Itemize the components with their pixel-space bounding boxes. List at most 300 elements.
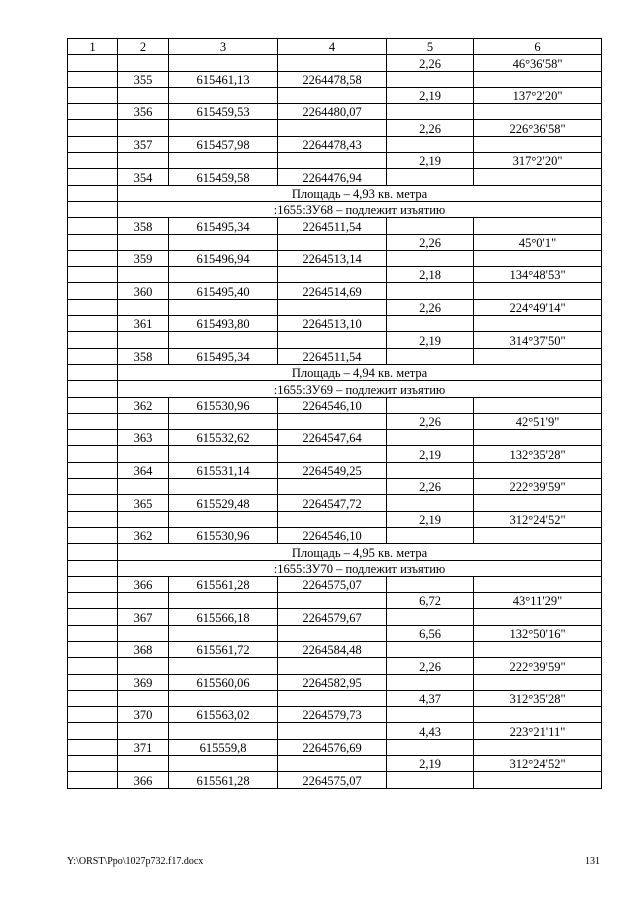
measure-row <box>68 723 602 739</box>
point-row <box>68 316 602 332</box>
section-row <box>68 201 602 217</box>
table-cell <box>118 723 169 739</box>
table-cell <box>68 332 118 348</box>
table-cell <box>278 511 387 527</box>
header-row <box>68 39 602 55</box>
table-cell: 45°0'1" <box>474 234 602 250</box>
section-row <box>68 185 602 201</box>
table-cell: 2264478,58 <box>278 71 387 87</box>
table-cell <box>169 479 278 495</box>
table-cell <box>118 87 169 103</box>
table-cell <box>169 446 278 462</box>
table-cell: 360 <box>118 283 169 299</box>
table-cell: 615459,58 <box>169 169 278 185</box>
table-cell <box>118 120 169 136</box>
table-cell: 615530,96 <box>169 527 278 543</box>
table-cell: 2264547,72 <box>278 495 387 511</box>
table-cell: 132°50'16" <box>474 625 602 641</box>
table-cell: 46°36'58" <box>474 55 602 71</box>
point-row <box>68 641 602 657</box>
table-cell: 615493,80 <box>169 316 278 332</box>
point-row <box>68 397 602 413</box>
table-cell <box>474 739 602 755</box>
table-cell: 314°37'50" <box>474 332 602 348</box>
table-cell: 615530,96 <box>169 397 278 413</box>
measure-row <box>68 658 602 674</box>
section-label: :1655:ЗУ69 – подлежит изъятию <box>118 381 602 397</box>
table-cell <box>278 153 387 169</box>
measure-row <box>68 120 602 136</box>
table-cell <box>169 87 278 103</box>
table-cell: 2264575,07 <box>278 576 387 592</box>
table-cell <box>68 316 118 332</box>
table-cell: 2264546,10 <box>278 397 387 413</box>
table-cell <box>387 462 474 478</box>
table-cell <box>68 658 118 674</box>
measure-row <box>68 267 602 283</box>
header-cell-1: 1 <box>68 39 118 55</box>
table-cell <box>474 348 602 364</box>
table-cell: 222°39'59" <box>474 479 602 495</box>
table-cell <box>278 234 387 250</box>
table-cell: 2,26 <box>387 658 474 674</box>
point-row <box>68 609 602 625</box>
table-cell <box>387 527 474 543</box>
table-cell <box>387 641 474 657</box>
footer-file-path: Y:\ORST\Ppo\1027p732.f17.docx <box>67 856 204 867</box>
table-cell <box>118 625 169 641</box>
table-cell: 367 <box>118 609 169 625</box>
table-cell <box>68 413 118 429</box>
table-cell <box>118 153 169 169</box>
table-cell: 368 <box>118 641 169 657</box>
table-cell: 2264513,14 <box>278 250 387 266</box>
table-cell <box>474 462 602 478</box>
measure-row <box>68 413 602 429</box>
table-cell <box>474 576 602 592</box>
table-cell <box>169 723 278 739</box>
table-cell <box>278 593 387 609</box>
table-cell <box>68 707 118 723</box>
table-cell <box>387 576 474 592</box>
section-label: Площадь – 4,95 кв. метра <box>118 544 602 560</box>
table-cell <box>474 609 602 625</box>
header-cell-2: 2 <box>118 39 169 55</box>
table-cell <box>118 332 169 348</box>
section-row <box>68 560 602 576</box>
table-cell <box>474 707 602 723</box>
point-row <box>68 218 602 234</box>
table-cell <box>278 690 387 706</box>
measure-row <box>68 299 602 315</box>
table-cell: 615495,34 <box>169 348 278 364</box>
measure-row <box>68 756 602 772</box>
table-cell <box>68 560 118 576</box>
table-cell <box>387 739 474 755</box>
table-cell: 615566,18 <box>169 609 278 625</box>
point-row <box>68 527 602 543</box>
table-cell: 6,56 <box>387 625 474 641</box>
table-cell <box>68 641 118 657</box>
table-cell <box>68 479 118 495</box>
table-cell <box>474 316 602 332</box>
table-cell: 2264582,95 <box>278 674 387 690</box>
section-label: Площадь – 4,93 кв. метра <box>118 185 602 201</box>
table-cell <box>68 169 118 185</box>
table-cell <box>68 136 118 152</box>
header-cell-6: 6 <box>474 39 602 55</box>
table-cell <box>118 55 169 71</box>
table-cell <box>68 87 118 103</box>
point-row <box>68 462 602 478</box>
table-cell: 2264579,73 <box>278 707 387 723</box>
measure-row <box>68 153 602 169</box>
table-cell <box>68 364 118 380</box>
table-cell <box>68 55 118 71</box>
table-cell: 615461,13 <box>169 71 278 87</box>
table-cell: 132°35'28" <box>474 446 602 462</box>
table-cell: 2264511,54 <box>278 218 387 234</box>
table-cell <box>474 136 602 152</box>
table-cell <box>278 625 387 641</box>
table-cell <box>68 201 118 217</box>
table-cell <box>68 381 118 397</box>
table-cell <box>387 104 474 120</box>
table-cell <box>169 55 278 71</box>
table-cell: 2264511,54 <box>278 348 387 364</box>
table-cell <box>474 430 602 446</box>
table-cell: 371 <box>118 739 169 755</box>
table-cell <box>474 397 602 413</box>
table-cell: 223°21'11" <box>474 723 602 739</box>
table-cell <box>68 462 118 478</box>
table-cell: 369 <box>118 674 169 690</box>
table-cell <box>68 739 118 755</box>
table-cell <box>68 625 118 641</box>
table-cell <box>278 413 387 429</box>
table-cell <box>474 641 602 657</box>
table-cell: 2,19 <box>387 446 474 462</box>
table-cell <box>169 511 278 527</box>
table-cell <box>118 593 169 609</box>
table-cell: 2,26 <box>387 55 474 71</box>
table-cell: 312°24'52" <box>474 756 602 772</box>
table-cell <box>68 348 118 364</box>
table-cell: 137°2'20" <box>474 87 602 103</box>
table-cell: 2,19 <box>387 332 474 348</box>
table-cell: 2,26 <box>387 413 474 429</box>
table-cell: 615459,53 <box>169 104 278 120</box>
table-cell <box>68 283 118 299</box>
table-cell: 615560,06 <box>169 674 278 690</box>
table-cell: 312°24'52" <box>474 511 602 527</box>
table-cell <box>169 625 278 641</box>
table-cell <box>68 609 118 625</box>
table-cell <box>387 707 474 723</box>
table-cell <box>169 267 278 283</box>
measure-row <box>68 55 602 71</box>
table-cell: 6,72 <box>387 593 474 609</box>
table-cell: 615559,8 <box>169 739 278 755</box>
table-cell <box>68 267 118 283</box>
table-cell <box>68 674 118 690</box>
table-cell: 355 <box>118 71 169 87</box>
table-cell <box>387 283 474 299</box>
table-cell <box>169 299 278 315</box>
point-row <box>68 576 602 592</box>
table-cell: 358 <box>118 218 169 234</box>
footer-page-number: 131 <box>585 856 600 867</box>
table-cell <box>68 120 118 136</box>
table-cell <box>387 250 474 266</box>
table-cell <box>387 609 474 625</box>
table-cell: 2,18 <box>387 267 474 283</box>
table-cell: 361 <box>118 316 169 332</box>
table-cell: 226°36'58" <box>474 120 602 136</box>
table-cell <box>68 527 118 543</box>
table-cell <box>118 413 169 429</box>
table-cell <box>387 397 474 413</box>
table-cell: 43°11'29" <box>474 593 602 609</box>
table-cell: 2264584,48 <box>278 641 387 657</box>
table-cell <box>387 218 474 234</box>
table-cell <box>68 234 118 250</box>
table-cell <box>118 479 169 495</box>
table-cell: 222°39'59" <box>474 658 602 674</box>
table-cell: 2264480,07 <box>278 104 387 120</box>
table-cell: 312°35'28" <box>474 690 602 706</box>
table-cell <box>68 299 118 315</box>
table-cell: 2,19 <box>387 511 474 527</box>
table-cell: 2264576,69 <box>278 739 387 755</box>
table-cell: 359 <box>118 250 169 266</box>
table-cell <box>387 71 474 87</box>
header-cell-4: 4 <box>278 39 387 55</box>
header-cell-3: 3 <box>169 39 278 55</box>
table-cell <box>68 756 118 772</box>
point-row <box>68 674 602 690</box>
measure-row <box>68 234 602 250</box>
table-cell: 615457,98 <box>169 136 278 152</box>
table-cell <box>118 756 169 772</box>
point-row <box>68 283 602 299</box>
table-cell <box>169 332 278 348</box>
point-row <box>68 136 602 152</box>
table-cell <box>68 772 118 788</box>
table-cell <box>118 234 169 250</box>
point-row <box>68 430 602 446</box>
table-cell <box>474 218 602 234</box>
table-cell: 358 <box>118 348 169 364</box>
measure-row <box>68 593 602 609</box>
table-cell: 615561,28 <box>169 576 278 592</box>
table-cell <box>68 576 118 592</box>
table-cell <box>474 674 602 690</box>
table-cell: 2264478,43 <box>278 136 387 152</box>
table-cell: 2,26 <box>387 479 474 495</box>
table-cell <box>169 658 278 674</box>
point-row <box>68 104 602 120</box>
table-cell <box>68 185 118 201</box>
table-cell <box>68 495 118 511</box>
point-row <box>68 707 602 723</box>
header-cell-5: 5 <box>387 39 474 55</box>
table-cell <box>68 723 118 739</box>
table-cell <box>68 446 118 462</box>
table-cell <box>387 136 474 152</box>
table-cell <box>278 332 387 348</box>
table-cell: 365 <box>118 495 169 511</box>
table-cell: 364 <box>118 462 169 478</box>
table-cell <box>278 299 387 315</box>
table-cell <box>169 756 278 772</box>
section-row <box>68 544 602 560</box>
table-cell <box>474 169 602 185</box>
section-row <box>68 364 602 380</box>
table-cell: 2264579,67 <box>278 609 387 625</box>
table-cell: 2264547,64 <box>278 430 387 446</box>
table-cell: 2,26 <box>387 234 474 250</box>
table-cell <box>278 756 387 772</box>
table-cell <box>169 690 278 706</box>
measure-row <box>68 511 602 527</box>
table-cell <box>278 87 387 103</box>
table-cell <box>169 153 278 169</box>
table-cell: 363 <box>118 430 169 446</box>
table-cell: 366 <box>118 576 169 592</box>
table-cell <box>118 690 169 706</box>
table-cell: 2,19 <box>387 87 474 103</box>
table-cell <box>387 772 474 788</box>
table-cell: 224°49'14" <box>474 299 602 315</box>
table-cell <box>118 511 169 527</box>
table-cell <box>387 316 474 332</box>
table-cell: 2,19 <box>387 153 474 169</box>
table-cell <box>169 234 278 250</box>
point-row <box>68 348 602 364</box>
table-cell: 356 <box>118 104 169 120</box>
table-cell: 4,37 <box>387 690 474 706</box>
table-cell: 615495,34 <box>169 218 278 234</box>
table-cell: 362 <box>118 527 169 543</box>
section-row <box>68 381 602 397</box>
table-cell <box>474 71 602 87</box>
table-cell: 2264546,10 <box>278 527 387 543</box>
table-cell <box>68 153 118 169</box>
table-cell: 615561,28 <box>169 772 278 788</box>
measure-row <box>68 625 602 641</box>
point-row <box>68 250 602 266</box>
table-cell: 615563,02 <box>169 707 278 723</box>
measure-row <box>68 690 602 706</box>
table-cell <box>387 348 474 364</box>
section-label: :1655:ЗУ70 – подлежит изъятию <box>118 560 602 576</box>
section-label: :1655:ЗУ68 – подлежит изъятию <box>118 201 602 217</box>
table-cell <box>118 446 169 462</box>
table-cell <box>387 674 474 690</box>
table-cell <box>278 267 387 283</box>
table-cell <box>278 120 387 136</box>
measure-row <box>68 332 602 348</box>
table-cell <box>278 723 387 739</box>
table-cell <box>474 250 602 266</box>
table-cell: 615561,72 <box>169 641 278 657</box>
table-cell <box>68 71 118 87</box>
point-row <box>68 739 602 755</box>
measure-row <box>68 87 602 103</box>
table-cell <box>68 218 118 234</box>
table-body <box>68 39 602 789</box>
point-row <box>68 772 602 788</box>
table-cell <box>169 413 278 429</box>
table-cell: 615531,14 <box>169 462 278 478</box>
point-row <box>68 495 602 511</box>
table-cell: 2,19 <box>387 756 474 772</box>
table-cell <box>118 299 169 315</box>
measure-row <box>68 479 602 495</box>
table-cell: 2264575,07 <box>278 772 387 788</box>
point-row <box>68 169 602 185</box>
table-cell <box>68 430 118 446</box>
table-cell: 362 <box>118 397 169 413</box>
table-cell <box>68 104 118 120</box>
table-cell <box>474 283 602 299</box>
table-cell <box>68 397 118 413</box>
table-cell <box>169 593 278 609</box>
coordinates-table <box>67 38 602 789</box>
table-cell: 4,43 <box>387 723 474 739</box>
table-cell: 615496,94 <box>169 250 278 266</box>
table-cell <box>278 446 387 462</box>
table-cell <box>68 544 118 560</box>
table-cell: 134°48'53" <box>474 267 602 283</box>
table-cell <box>387 495 474 511</box>
table-cell <box>68 593 118 609</box>
table-cell: 2,26 <box>387 299 474 315</box>
table-cell: 2264549,25 <box>278 462 387 478</box>
table-cell: 317°2'20" <box>474 153 602 169</box>
table-cell: 615529,48 <box>169 495 278 511</box>
table-cell <box>118 267 169 283</box>
table-cell: 42°51'9" <box>474 413 602 429</box>
table-cell: 2264476,94 <box>278 169 387 185</box>
table-cell: 2264513,10 <box>278 316 387 332</box>
table-cell <box>169 120 278 136</box>
table-cell: 2,26 <box>387 120 474 136</box>
table-cell <box>474 104 602 120</box>
table-cell: 370 <box>118 707 169 723</box>
table-cell <box>68 511 118 527</box>
table-cell: 357 <box>118 136 169 152</box>
table-cell <box>474 772 602 788</box>
table-cell <box>387 430 474 446</box>
section-label: Площадь – 4,94 кв. метра <box>118 364 602 380</box>
table-cell: 615495,40 <box>169 283 278 299</box>
table-cell <box>474 495 602 511</box>
table-cell <box>118 658 169 674</box>
table-cell: 615532,62 <box>169 430 278 446</box>
table-cell: 2264514,69 <box>278 283 387 299</box>
table-cell <box>278 479 387 495</box>
measure-row <box>68 446 602 462</box>
table-cell <box>474 527 602 543</box>
point-row <box>68 71 602 87</box>
table-cell: 366 <box>118 772 169 788</box>
table-cell <box>278 658 387 674</box>
table-cell <box>68 250 118 266</box>
table-cell <box>68 690 118 706</box>
table-cell: 354 <box>118 169 169 185</box>
